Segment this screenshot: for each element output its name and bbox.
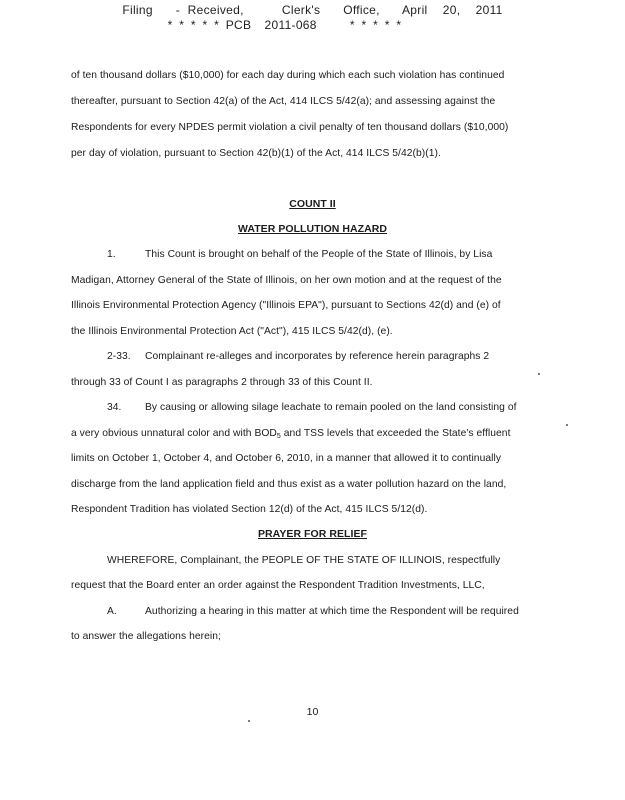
paragraph-number: 2-33. <box>107 351 131 362</box>
text-line: request that the Board enter an order against the Respondent Tradition Investments, LLC, <box>71 580 485 591</box>
count-subtitle: WATER POLLUTION HAZARD <box>237 223 388 235</box>
subscript: 5 <box>276 433 281 440</box>
text-line: Madigan, Attorney General of the State of Illinois, on her own motion and at the request of the <box>71 275 502 286</box>
item-text: Authorizing a hearing in this matter at which time the Respondent will be required <box>145 606 519 617</box>
text-line: Respondents for every NPDES permit violation a civil penalty of ten thousand dollars ($10,000) <box>71 122 509 133</box>
paragraph-number: 1. <box>107 249 116 260</box>
scan-speck <box>566 424 568 426</box>
text-line: Illinois Environmental Protection Agency ("Illinois EPA"), pursuant to Sections 42(d) and (e) of <box>71 300 501 311</box>
text-line: discharge from the land application field and thus exist as a water pollution hazard on the land, <box>71 479 507 490</box>
text-line: thereafter, pursuant to Section 42(a) of the Act, 414 ILCS 5/42(a); and assessing against the <box>71 96 496 107</box>
text-line-bod <box>71 428 510 440</box>
scan-speck <box>538 373 540 375</box>
prayer-title: PRAYER FOR RELIEF <box>258 528 367 540</box>
text-fragment: a very obvious unnatural color and with BOD <box>71 428 277 439</box>
text-fragment: and TSS levels that exceeded the State's effluent <box>280 428 511 439</box>
count-title: COUNT II <box>289 198 336 210</box>
text-line: the Illinois Environmental Protection Act ("Act"), 415 ILCS 5/42(d), (e). <box>71 326 393 337</box>
text-line: Respondent Tradition has violated Section 12(d) of the Act, 415 ILCS 5/12(d). <box>71 504 428 515</box>
text-line: limits on October 1, October 4, and October 6, 2010, in a manner that allowed it to continually <box>71 453 502 464</box>
text-line: through 33 of Count I as paragraphs 2 through 33 of this Count II. <box>71 377 373 388</box>
filing-stamp-line2: * * * * * PCB 2011-068 * * * * * <box>167 18 402 32</box>
prayer-first-line: WHEREFORE, Complainant, the PEOPLE OF THE STATE OF ILLINOIS, respectfully <box>107 555 501 566</box>
scan-speck <box>248 720 250 722</box>
page-number: 10 <box>306 706 319 718</box>
item-a-first-line <box>107 606 519 617</box>
text-line: per day of violation, pursuant to Section 42(b)(1) of the Act, 414 ILCS 5/42(b)(1). <box>71 148 441 159</box>
paragraph-number: 34. <box>107 402 122 413</box>
paragraph-text: Complainant re-alleges and incorporates by reference herein paragraphs 2 <box>145 351 490 362</box>
filing-stamp-line1: Filing - Received, Clerk's Office, April 20, 2011 <box>122 3 503 17</box>
text-line: to answer the allegations herein; <box>71 631 221 642</box>
paragraph-1-first-line <box>107 249 492 260</box>
paragraph-text: This Count is brought on behalf of the People of the State of Illinois, by Lisa <box>145 249 493 260</box>
paragraph-34-first-line <box>107 402 517 413</box>
paragraph-2-33-first-line <box>107 351 489 362</box>
paragraph-text: By causing or allowing silage leachate to remain pooled on the land consisting of <box>145 402 517 413</box>
item-label: A. <box>107 606 117 617</box>
text-line: of ten thousand dollars ($10,000) for each day during which each such violation has continued <box>71 70 505 81</box>
